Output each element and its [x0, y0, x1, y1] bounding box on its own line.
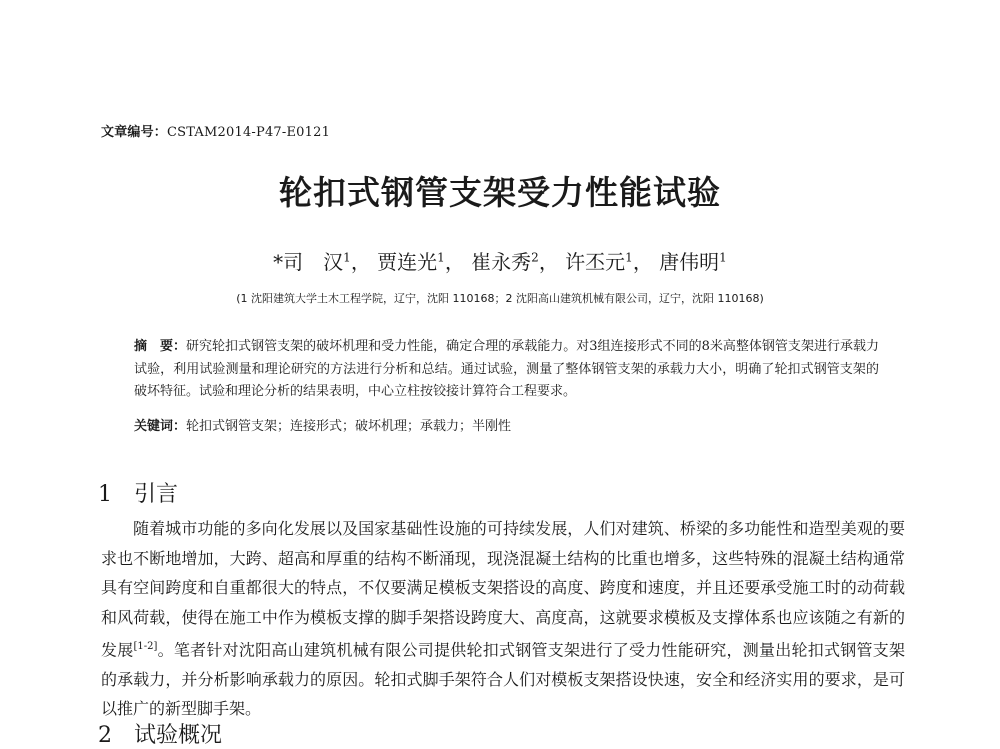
affiliation: (1 沈阳建筑大学土木工程学院，辽宁，沈阳 110168；2 沈阳高山建筑机械有限公司，辽宁，沈阳 110168)	[236, 292, 764, 305]
keywords-label: 关键词：	[134, 419, 187, 434]
keywords-text: 轮扣式钢管支架；连接形式；破坏机理；承载力；半刚性	[186, 419, 512, 434]
author-1: *司 汉$^1$，	[273, 250, 371, 274]
article-number	[101, 121, 330, 140]
abstract	[134, 336, 879, 404]
paragraph-part-2: 。笔者针对沈阳高山建筑机械有限公司提供轮扣式钢管支架进行了受力性能研究，测量出轮扣式钢管支架的承载力，并分析影响承载力的原因。轮扣式脚手架符合人们对模板支架搭设快速，安全和经济实用的要求，是可以推广的新型脚手架。	[101, 640, 905, 719]
author-4: 许丕元$^1$，	[565, 250, 653, 274]
author-2: 贾连光$^1$，	[377, 250, 465, 274]
keywords	[134, 415, 879, 434]
author-list	[0, 246, 1000, 275]
section-1-number: 1	[98, 482, 112, 507]
abstract-text: 研究轮扣式钢管支架的破坏机理和受力性能，确定合理的承载能力。对3组连接形式不同的8米高整体钢管支架进行承载力试验，利用试验测量和理论研究的方法进行分析和总结。通过试验，测量了整体钢管支架的承载力大小，明确了轮扣式钢管支架的破坏特征。试验和理论分析的结果表明，中心立柱按铰接计算符合工程要求。	[134, 339, 879, 399]
article-number-value: CSTAM2014-P47-E0121	[167, 125, 331, 140]
author-5: 唐伟明$^1$	[659, 250, 727, 274]
section-2-title: 试验概况	[134, 723, 223, 748]
paragraph-part-1: 随着城市功能的多向化发展以及国家基础性设施的可持续发展，人们对建筑、桥梁的多功能性和造型美观的要求也不断地增加，大跨、超高和厚重的结构不断涌现，现浇混凝土结构的比重也增多，这些特殊的混凝土结构通常具有空间跨度和自重都很大的特点，不仅要满足模板支架搭设的高度、跨度和速度，并且还要承受施工时的动荷载和风荷载，使得在施工中作为模板支撑的脚手架搭设跨度大、高度高，这就要求模板及支撑体系也应该随之有新的发展	[101, 519, 905, 660]
article-number-label: 文章编号：	[101, 125, 168, 140]
section-1-title: 引言	[134, 482, 179, 507]
section-2-number: 2	[98, 723, 112, 748]
section-2-heading	[98, 718, 222, 749]
abstract-label: 摘 要：	[134, 339, 187, 354]
paper-title: 轮扣式钢管支架受力性能试验	[279, 173, 721, 212]
section-1-heading	[98, 477, 178, 508]
author-3: 崔永秀$^2$，	[471, 250, 559, 274]
citation-ref: [1-2]	[133, 641, 158, 652]
section-1-paragraph	[101, 514, 905, 724]
